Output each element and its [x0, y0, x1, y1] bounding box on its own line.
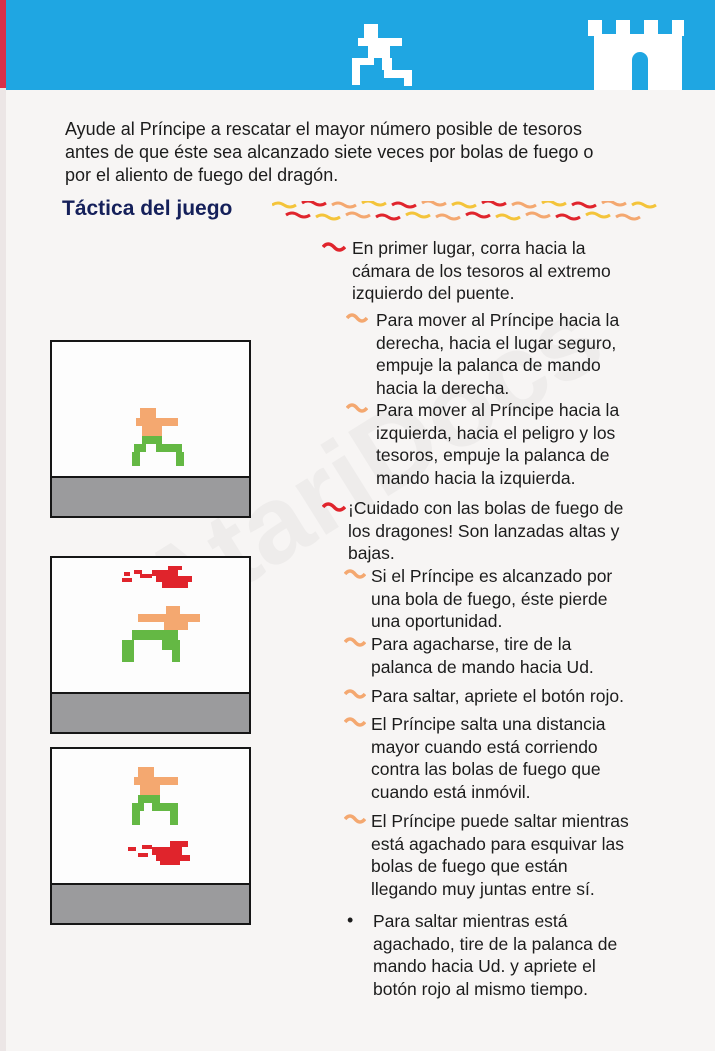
jumping-scene — [52, 749, 249, 889]
tip-line: una oportunidad. — [371, 611, 503, 631]
tip-item-move-left — [376, 399, 619, 489]
fireball-high-icon — [122, 566, 192, 588]
tip-line: mando hacia Ud. y apriete el — [373, 956, 596, 976]
tip-line: tesoros, empuje la palanca de — [376, 445, 610, 465]
intro-line: antes de que éste sea alcanzado siete veces por bolas de fuego o — [65, 142, 594, 162]
prince-upper-body — [136, 408, 178, 436]
banner-graphics — [6, 0, 715, 90]
dot-bullet-icon: • — [347, 910, 354, 930]
red-flag-bullet-icon — [322, 501, 346, 513]
prince-upper-body — [138, 606, 200, 630]
orange-flag-bullet-icon — [346, 402, 368, 414]
tip-line: botón rojo al mismo tiempo. — [373, 978, 588, 999]
orange-flag-bullet-icon — [346, 312, 368, 324]
flag-divider-decoration — [272, 201, 657, 223]
tip-line: bajas. — [348, 543, 395, 563]
tip-item-crouch — [371, 633, 594, 678]
tip-line: Para saltar, apriete el botón rojo. — [371, 686, 624, 706]
tip-line: ¡Cuidado con las bolas de fuego de — [348, 498, 624, 518]
game-ground — [52, 476, 249, 516]
tip-line: Para mover al Príncipe hacia la — [376, 400, 620, 420]
tip-line: mando hacia la izquierda. — [376, 467, 576, 488]
intro-paragraph — [65, 118, 685, 187]
game-screen-illustration-jumping — [50, 747, 251, 925]
tip-line: contra las bolas de fuego que — [371, 759, 601, 779]
tip-line: Para saltar mientras está — [373, 911, 568, 931]
tip-line: El Príncipe salta una distancia — [371, 714, 606, 734]
tip-item-how-to-crouched-jump — [373, 910, 617, 1000]
tip-line: hacia la derecha. — [376, 377, 510, 398]
red-flag-bullet-icon — [322, 241, 346, 253]
tip-item-hit-by-fireball — [371, 565, 612, 633]
tip-line: En primer lugar, corra hacia la — [352, 238, 586, 258]
tip-item-jump — [371, 685, 624, 708]
tip-line: izquierdo del puente. — [352, 283, 515, 303]
fireball-low-icon — [128, 841, 190, 865]
game-ground — [52, 883, 249, 923]
game-screen-illustration-running — [50, 340, 251, 518]
orange-flag-bullet-icon — [344, 813, 366, 825]
tip-line: Para agacharse, tire de la — [371, 634, 572, 654]
tip-item-running-jump — [371, 713, 605, 803]
intro-line: por el aliento de fuego del dragón. — [65, 165, 339, 185]
running-prince-icon — [352, 24, 412, 86]
page-left-edge — [0, 0, 6, 1051]
tip-item-crouched-jump — [371, 810, 629, 900]
tip-line: palanca de mando hacia Ud. — [371, 656, 594, 677]
game-ground — [52, 692, 249, 732]
tip-line: izquierda, hacia el peligro y los — [376, 422, 616, 443]
header-banner — [6, 0, 715, 90]
orange-flag-bullet-icon — [344, 716, 366, 728]
prince-legs — [132, 795, 178, 825]
tip-line: mayor cuando está corriendo — [371, 736, 598, 757]
prince-legs — [132, 436, 184, 466]
flag-pattern-top — [272, 201, 656, 207]
game-screen-illustration-crouching — [50, 556, 251, 734]
tip-item-fireball-warning — [348, 497, 623, 565]
prince-upper-body — [134, 767, 178, 795]
prince-running-sprite — [52, 342, 249, 482]
flag-pattern-bottom — [286, 213, 640, 219]
castle-door-arch — [632, 52, 648, 68]
tip-line: derecha, hacia el lugar seguro, — [376, 332, 617, 353]
orange-flag-bullet-icon — [344, 688, 366, 700]
intro-line: Ayude al Príncipe a rescatar el mayor número posible de tesoros — [65, 119, 582, 139]
orange-flag-bullet-icon — [344, 636, 366, 648]
prince-legs — [122, 630, 180, 662]
tip-line: Para mover al Príncipe hacia la — [376, 310, 620, 330]
tip-line: El Príncipe puede saltar mientras — [371, 811, 629, 831]
crouching-scene — [52, 558, 249, 698]
tip-item-move-right — [376, 309, 619, 399]
section-heading: Táctica del juego — [62, 197, 233, 220]
tip-line: empuje la palanca de mando — [376, 355, 601, 375]
tip-line: agachado, tire de la palanca de — [373, 933, 618, 954]
tip-line: está agachado para esquivar las — [371, 833, 624, 854]
tip-line: cuando está inmóvil. — [371, 781, 531, 802]
tip-line: los dragones! Son lanzadas altas y — [348, 520, 620, 541]
tip-item-run-to-treasure — [352, 237, 611, 305]
tip-line: Si el Príncipe es alcanzado por — [371, 566, 613, 586]
tip-line: bolas de fuego que están — [371, 856, 568, 876]
orange-flag-bullet-icon — [344, 568, 366, 580]
tip-line: una bola de fuego, éste pierde — [371, 588, 608, 609]
tip-line: llegando muy juntas entre sí. — [371, 878, 595, 899]
tip-line: cámara de los tesoros al extremo — [352, 260, 611, 281]
